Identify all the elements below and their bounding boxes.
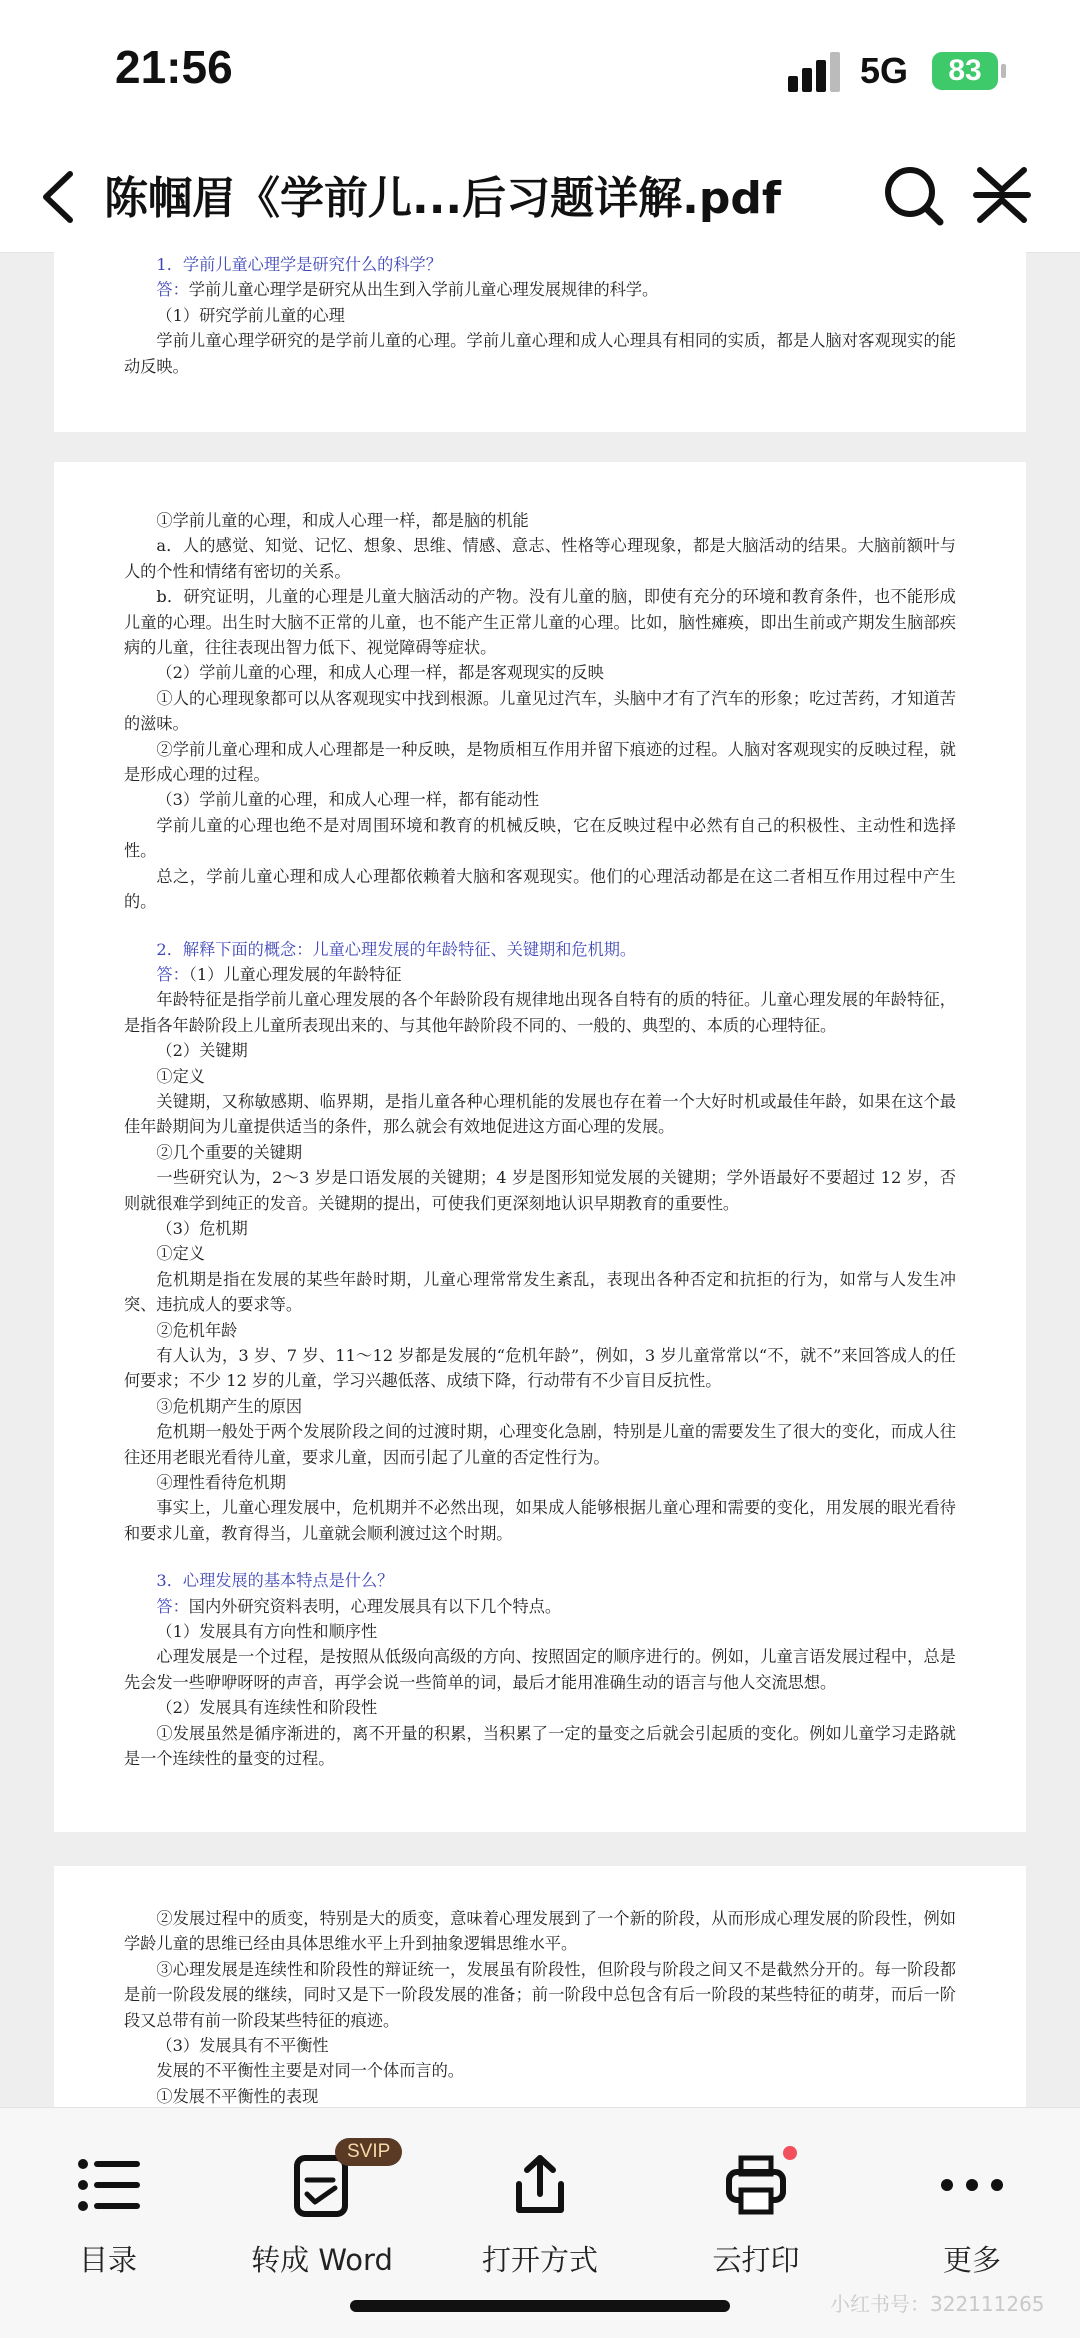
list-icon (73, 2150, 143, 2220)
body-paragraph: （2）学前儿童的心理，和成人心理一样，都是客观现实的反映 (156, 663, 604, 683)
body-paragraph: 心理发展是一个过程，是按照从低级向高级的方向、按照固定的顺序进行的。例如，儿童言语发展过程中，总是先会发一些咿咿呀呀的声音，再学会说一些简单的词，最后才能用准确生动的语言与他人交流思想。 (124, 1647, 956, 1692)
chevron-left-icon (30, 162, 90, 232)
more-icon (937, 2150, 1007, 2220)
fullscreen-button[interactable] (972, 162, 1032, 228)
back-button[interactable] (30, 162, 90, 232)
network-type: 5G (860, 50, 909, 91)
body-paragraph: ①人的心理现象都可以从客观现实中找到根源。儿童见过汽车，头脑中才有了汽车的形象；吃过苦药，才知道苦的滋味。 (124, 688, 956, 734)
paragraph-gap (124, 915, 956, 937)
convert-word-label: 转成 Word (251, 2243, 393, 2277)
question-heading: 3．心理发展的基本特点是什么？ (156, 1571, 394, 1591)
body-paragraph: （3）发展具有不平衡性 (156, 2036, 329, 2056)
body-paragraph: （2）发展具有连续性和阶段性 (156, 1698, 378, 1718)
body-paragraph: ①定义 (156, 1066, 205, 1086)
printer-icon (721, 2150, 791, 2220)
body-paragraph: b．研究证明，儿童的心理是儿童大脑活动的产物。没有儿童的脑，即使有充分的环境和教育条件，也不能形成儿童的心理。出生时大脑不正常的儿童，也不能产生正常儿童的心理。比如，脑性瘫痪，即出生前或产期发生脑部疾病的儿童，往往表现出智力低下、视觉障碍等症状。 (124, 587, 956, 658)
pdf-page-2 (54, 462, 1026, 1832)
notification-dot (783, 2146, 797, 2160)
body-paragraph: ②发展过程中的质变，特别是大的质变，意味着心理发展到了一个新的阶段，从而形成心理发展的阶段性，例如学龄儿童的思维已经由具体思维水平上升到抽象逻辑思维水平。 (124, 1909, 956, 1954)
cloud-print-label: 云打印 (712, 2243, 800, 2277)
answer-label: 答： (156, 280, 189, 300)
open-with-label: 打开方式 (481, 2243, 598, 2277)
share-icon (505, 2150, 575, 2220)
body-paragraph: 关键期，又称敏感期、临界期，是指儿童各种心理机能的发展也存在着一个大好时机或最佳年龄，如果在这个最佳年龄期间为儿童提供适当的条件，那么就会有效地促进这方面心理的发展。 (124, 1091, 956, 1137)
body-paragraph: 有人认为，3 岁、7 岁、11～12 岁都是发展的“危机年龄”，例如，3 岁儿童常常以“不，就不”来回答成人的任何要求；不少 12 岁的儿童，学习兴趣低落、成绩下降，行动带有不少盲目反抗性。 (124, 1346, 956, 1391)
body-paragraph: （3）危机期 (156, 1218, 248, 1238)
home-indicator[interactable] (350, 2300, 730, 2312)
search-button[interactable] (880, 162, 946, 228)
more-label: 更多 (942, 2243, 1001, 2277)
body-paragraph: （3）学前儿童的心理，和成人心理一样，都有能动性 (156, 790, 540, 810)
catalog-button[interactable] (8, 2128, 208, 2278)
paragraph-gap (124, 1546, 956, 1568)
doc-header (0, 140, 1080, 253)
more-button[interactable] (872, 2128, 1072, 2278)
answer-paragraph (124, 1594, 956, 1619)
answer-text: 学前儿童心理学是研究从出生到入学前儿童心理发展规律的科学。 (188, 280, 659, 300)
answer-label: 答： (156, 964, 189, 984)
body-paragraph: 年龄特征是指学前儿童心理发展的各个年龄阶段有规律地出现各自特有的质的特征。儿童心理发展的年龄特征，是指各年龄阶段上儿童所表现出来的、与其他年龄阶段不同的、一般的、典型的、本质的心理特征。 (124, 990, 956, 1035)
battery-level: 83 (948, 54, 982, 87)
document-title: 陈帼眉《学前儿...后习题详解.pdf (104, 173, 781, 224)
question-heading: 1．学前儿童心理学是研究什么的科学？ (156, 255, 442, 274)
open-with-button[interactable] (440, 2128, 640, 2278)
body-paragraph: 一些研究认为，2～3 岁是口语发展的关键期；4 岁是图形知觉发展的关键期；学外语最好不要超过 12 岁，否则就很难学到纯正的发音。关键期的提出，可使我们更深刻地认识早期教育的重要性。 (124, 1168, 956, 1213)
body-paragraph: （1）研究学前儿童的心理 (156, 305, 345, 325)
body-paragraph: ②危机年龄 (156, 1320, 238, 1340)
body-paragraph: 学前儿童的心理也绝不是对周围环境和教育的机械反映，它在反映过程中必然有自己的积极性、主动性和选择性。 (124, 815, 956, 861)
cloud-print-button[interactable] (656, 2128, 856, 2278)
body-paragraph: ④理性看待危机期 (156, 1473, 286, 1493)
body-paragraph: ②几个重要的关键期 (156, 1142, 303, 1162)
body-paragraph: ③心理发展是连续性和阶段性的辩证统一，发展虽有阶段性，但阶段与阶段之间又不是截然分开的。每一阶段都是前一阶段发展的继续，同时又是下一阶段发展的准备；前一阶段中总包含有后一阶段的某些特征的萌芽，而后一阶段又总带有前一阶段某些特征的痕迹。 (124, 1959, 956, 2030)
body-paragraph: （1）发展具有方向性和顺序性 (156, 1622, 378, 1642)
body-paragraph: （2）关键期 (156, 1041, 248, 1061)
body-paragraph: ①发展虽然是循序渐进的，离不开量的积累，当积累了一定的量变之后就会引起质的变化。例如儿童学习走路就是一个连续性的量变的过程。 (124, 1723, 956, 1769)
body-paragraph: 学前儿童心理学研究的是学前儿童的心理。学前儿童心理和成人心理具有相同的实质，都是人脑对客观现实的能动反映。 (124, 331, 956, 376)
body-paragraph: ①发展不平衡性的表现 (156, 2086, 319, 2106)
svip-badge: SVIP (335, 2138, 402, 2166)
watermark-text: 小红书号：322111265 (830, 2292, 1045, 2316)
answer-paragraph (124, 962, 956, 987)
question-heading: 2．解释下面的概念：儿童心理发展的年龄特征、关键期和危机期。 (156, 939, 637, 959)
battery-icon (932, 52, 998, 90)
signal-icon (788, 52, 846, 92)
body-paragraph: 危机期一般处于两个发展阶段之间的过渡时期，心理变化急剧，特别是儿童的需要发生了很大的变化，而成人往往还用老眼光看待儿童，要求儿童，因而引起了儿童的否定性行为。 (124, 1422, 956, 1467)
catalog-label: 目录 (78, 2243, 137, 2277)
answer-text: 国内外研究资料表明，心理发展具有以下几个特点。 (188, 1596, 562, 1616)
body-paragraph: 总之，学前儿童心理和成人心理都依赖着大脑和客观现实。他们的心理活动都是在这二者相互作用过程中产生的。 (124, 866, 956, 912)
pdf-page-1 (54, 252, 1026, 432)
answer-text: （1）儿童心理发展的年龄特征 (188, 964, 402, 984)
body-paragraph: 事实上，儿童心理发展中，危机期并不必然出现，如果成人能够根据儿童心理和需要的变化，用发展的眼光看待和要求儿童，教育得当，儿童就会顺利渡过这个时期。 (124, 1498, 956, 1543)
status-bar (0, 0, 1080, 140)
convert-word-button[interactable] (222, 2128, 422, 2278)
answer-paragraph (124, 277, 956, 302)
body-paragraph: 危机期是指在发展的某些年龄时期，儿童心理常常发生紊乱，表现出各种否定和抗拒的行为，如常与人发生冲突、违抗成人的要求等。 (124, 1269, 956, 1315)
search-icon (880, 162, 946, 228)
body-paragraph: 发展的不平衡性主要是对同一个体而言的。 (156, 2061, 464, 2081)
answer-label: 答： (156, 1596, 189, 1616)
body-paragraph: ①定义 (156, 1244, 205, 1264)
body-paragraph: ③危机期产生的原因 (156, 1396, 303, 1416)
body-paragraph: a．人的感觉、知觉、记忆、想象、思维、情感、意志、性格等心理现象，都是大脑活动的结果。大脑前额叶与人的个性和情绪有密切的关系。 (124, 536, 956, 581)
expand-icon (972, 162, 1032, 228)
status-time: 21:56 (115, 41, 233, 93)
body-paragraph: ②学前儿童心理和成人心理都是一种反映，是物质相互作用并留下痕迹的过程。人脑对客观现实的反映过程，就是形成心理的过程。 (124, 739, 956, 785)
body-paragraph: ①学前儿童的心理，和成人心理一样，都是脑的机能 (156, 511, 529, 530)
